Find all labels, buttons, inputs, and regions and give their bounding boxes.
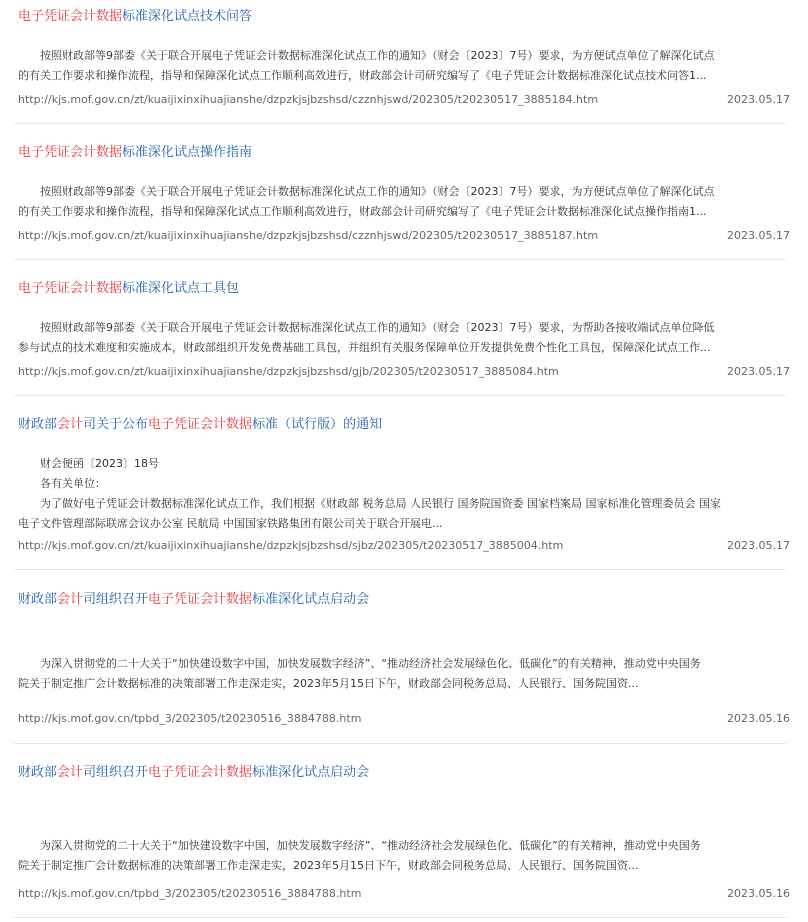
result-date: 2023.05.17 <box>727 229 790 242</box>
result-snippet <box>18 474 786 494</box>
result-title-link[interactable] <box>18 144 252 162</box>
title-text: 标准深化试点工具包 <box>122 281 240 296</box>
title-text: 标准深化试点操作指南 <box>122 145 253 160</box>
title-text: 司组织召开 <box>83 592 149 607</box>
result-title-link[interactable] <box>18 8 252 26</box>
result-snippet-line: 参与试点的技术难度和实施成本，财政部组织开发免费基础工具包，并组织有关服务保障单位开发提供免费个性化工具包，保障深化试点工作... <box>18 341 711 354</box>
result-title-link[interactable] <box>18 591 369 609</box>
result-snippet-line: 院关于制定推广会计数据标准的决策部署工作走深走实，2023年5月15日下午，财政部会同税务总局、人民银行、国务院国资... <box>18 859 639 872</box>
title-text: 标准深化试点启动会 <box>252 765 370 780</box>
result-url-link[interactable]: http://kjs.mof.gov.cn/zt/kuaijixinxihuajianshe/dzpzkjsjbzshsd/gjb/202305/t20230517_3885084.htm <box>18 365 559 378</box>
result-snippet <box>18 338 786 358</box>
result-snippet-line: 为深入贯彻党的二十大关于“加快建设数字中国，加快发展数字经济”、“推动经济社会发展绿色化、低碳化”的有关精神，推动党中央国务 <box>18 657 701 670</box>
result-divider <box>14 743 786 744</box>
title-keyword-highlight: 电子凭证会计数据 <box>148 765 253 780</box>
result-url-link[interactable]: http://kjs.mof.gov.cn/zt/kuaijixinxihuajianshe/dzpzkjsjbzshsd/czznhjswd/202305/t20230517_3885184.htm <box>18 93 599 106</box>
title-text: 司组织召开 <box>83 765 149 780</box>
result-title-link[interactable] <box>18 416 382 434</box>
result-snippet <box>18 202 786 222</box>
result-snippet <box>18 46 786 66</box>
title-keyword-highlight: 电子凭证会计数据 <box>148 592 253 607</box>
title-text: 财政部 <box>18 592 58 607</box>
result-snippet-line: 按照财政部等9部委《关于联合开展电子凭证会计数据标准深化试点工作的通知》（财会〔2023〕7号）要求，为方便试点单位了解深化试点 <box>18 185 715 198</box>
result-divider <box>14 259 786 260</box>
result-snippet-line: 按照财政部等9部委《关于联合开展电子凭证会计数据标准深化试点工作的通知》（财会〔2023〕7号）要求，为方便试点单位了解深化试点 <box>18 49 715 62</box>
result-divider <box>14 123 786 124</box>
result-snippet <box>18 66 786 86</box>
result-date: 2023.05.16 <box>727 887 790 900</box>
result-snippet-line: 各有关单位： <box>18 477 106 490</box>
title-keyword-highlight: 会计 <box>57 765 84 780</box>
result-snippet <box>18 654 786 674</box>
title-keyword-highlight: 会计 <box>57 592 84 607</box>
result-date: 2023.05.16 <box>727 712 790 725</box>
result-title-link[interactable] <box>18 764 369 782</box>
title-text: 标准深化试点启动会 <box>252 592 370 607</box>
result-snippet <box>18 856 786 876</box>
result-url-link[interactable]: http://kjs.mof.gov.cn/tpbd_3/202305/t20230516_3884788.htm <box>18 887 362 900</box>
result-snippet-line: 的有关工作要求和操作流程，指导和保障深化试点工作顺利高效进行，财政部会计司研究编写了《电子凭证会计数据标准深化试点操作指南1... <box>18 205 707 218</box>
result-snippet-line: 电子文件管理部际联席会议办公室 民航局 中国国家铁路集团有限公司关于联合开展电... <box>18 517 443 530</box>
result-snippet <box>18 674 786 694</box>
title-text: 财政部 <box>18 417 58 432</box>
result-url-link[interactable]: http://kjs.mof.gov.cn/zt/kuaijixinxihuajianshe/dzpzkjsjbzshsd/sjbz/202305/t20230517_3885004.htm <box>18 539 564 552</box>
result-snippet-line: 院关于制定推广会计数据标准的决策部署工作走深走实，2023年5月15日下午，财政部会同税务总局、人民银行、国务院国资... <box>18 677 639 690</box>
result-url-link[interactable]: http://kjs.mof.gov.cn/tpbd_3/202305/t20230516_3884788.htm <box>18 712 362 725</box>
title-keyword-highlight: 会计 <box>57 417 84 432</box>
result-snippet <box>18 494 786 514</box>
title-keyword-highlight: 电子凭证会计数据 <box>18 9 123 24</box>
result-divider <box>14 395 786 396</box>
result-snippet <box>18 836 786 856</box>
result-snippet <box>18 318 786 338</box>
result-title-link[interactable] <box>18 280 239 298</box>
result-snippet-line: 的有关工作要求和操作流程，指导和保障深化试点工作顺利高效进行，财政部会计司研究编写了《电子凭证会计数据标准深化试点技术问答1... <box>18 69 707 82</box>
result-date: 2023.05.17 <box>727 365 790 378</box>
title-text: 标准（试行版）的通知 <box>252 417 383 432</box>
result-snippet <box>18 454 786 474</box>
result-snippet <box>18 182 786 202</box>
title-keyword-highlight: 电子凭证会计数据 <box>148 417 253 432</box>
title-keyword-highlight: 电子凭证会计数据 <box>18 145 123 160</box>
title-keyword-highlight: 电子凭证会计数据 <box>18 281 123 296</box>
result-url-link[interactable]: http://kjs.mof.gov.cn/zt/kuaijixinxihuajianshe/dzpzkjsjbzshsd/czznhjswd/202305/t20230517_3885187.htm <box>18 229 599 242</box>
result-date: 2023.05.17 <box>727 539 790 552</box>
title-text: 司关于公布 <box>83 417 149 432</box>
result-divider <box>14 569 786 570</box>
result-snippet-line: 财会便函〔2023〕18号 <box>18 457 159 470</box>
result-date: 2023.05.17 <box>727 93 790 106</box>
title-text: 标准深化试点技术问答 <box>122 9 253 24</box>
result-snippet-line: 为深入贯彻党的二十大关于“加快建设数字中国，加快发展数字经济”、“推动经济社会发展绿色化、低碳化”的有关精神，推动党中央国务 <box>18 839 701 852</box>
result-divider <box>14 917 786 918</box>
result-snippet <box>18 514 786 534</box>
result-snippet-line: 为了做好电子凭证会计数据标准深化试点工作，我们根据《财政部 税务总局 人民银行 国务院国资委 国家档案局 国家标准化管理委员会 国家 <box>18 497 721 510</box>
result-snippet-line: 按照财政部等9部委《关于联合开展电子凭证会计数据标准深化试点工作的通知》（财会〔2023〕7号）要求，为帮助各接收端试点单位降低 <box>18 321 715 334</box>
title-text: 财政部 <box>18 765 58 780</box>
